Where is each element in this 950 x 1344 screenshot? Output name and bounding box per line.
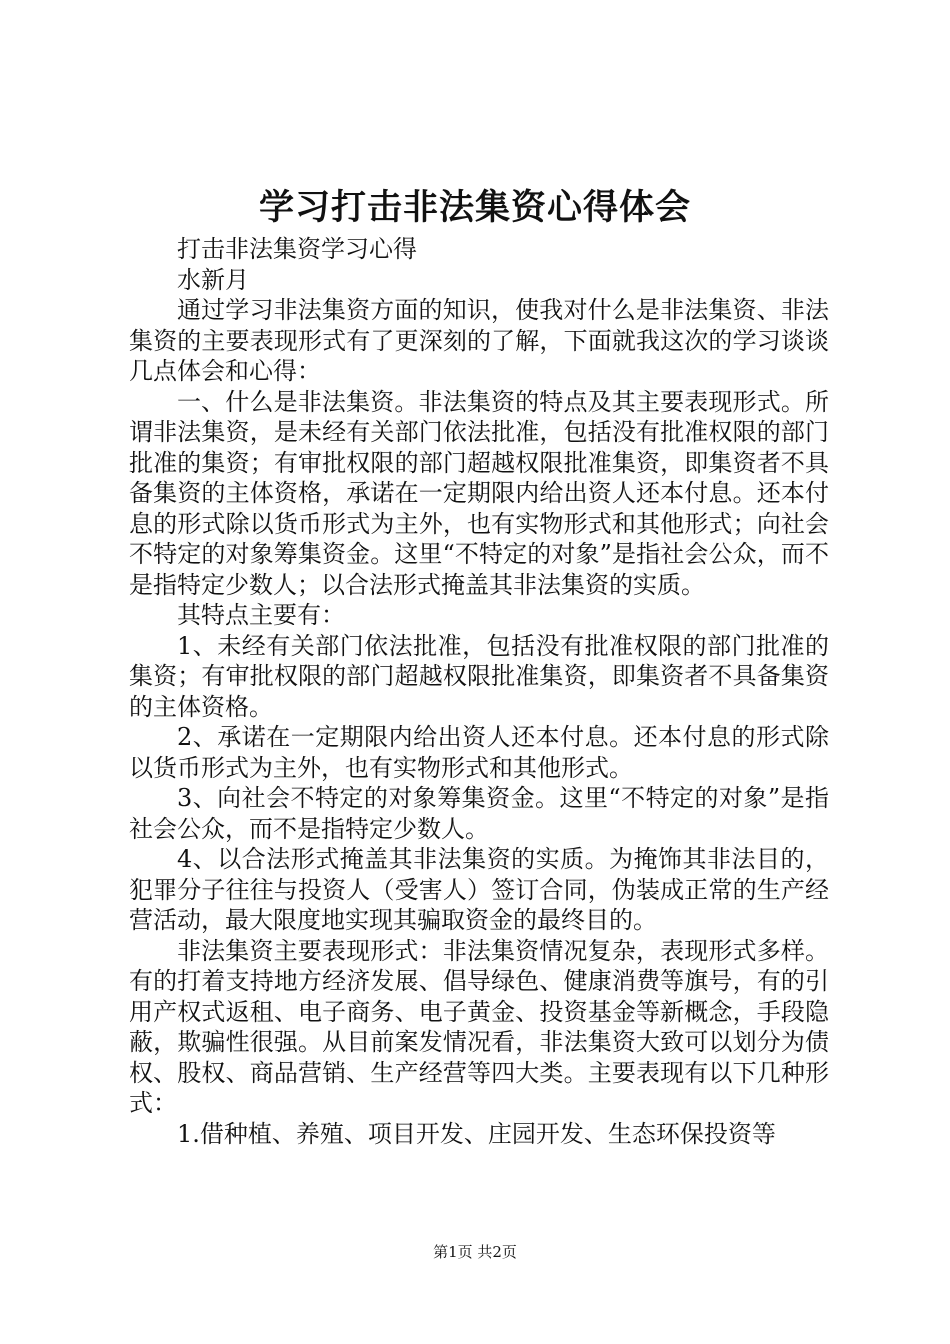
list-item-paragraph: 1、未经有关部门依法批准，包括没有批准权限的部门批准的集资；有审批权限的部门超越权限批准集资，即集资者不具备集资的主体资格。: [129, 631, 829, 721]
document-body: [129, 234, 829, 1149]
list-item-paragraph: 1.借种植、养殖、项目开发、庄园开发、生态环保投资等: [177, 1119, 776, 1148]
list-item-paragraph: 2、承诺在一定期限内给出资人还本付息。还本付息的形式除以货币形式为主外，也有实物形式和其他形式。: [129, 723, 829, 782]
body-paragraph: 一、什么是非法集资。非法集资的特点及其主要表现形式。所谓非法集资，是未经有关部门依法批准，包括没有批准权限的部门批准的集资；有审批权限的部门超越权限批准集资，即集资者不具备集资的主体资格，承诺在一定期限内给出资人还本付息。还本付息的形式除以货币形式为主外，也有实物形式和其他形式；向社会不特定的对象筹集资金。这里“不特定的对象”是指社会公众，而不是指特定少数人；以合法形式掩盖其非法集资的实质。: [129, 387, 829, 599]
subtitle-paragraph: 打击非法集资学习心得: [177, 235, 417, 263]
page-number-footer: 第1页 共2页: [433, 1243, 517, 1261]
list-item-paragraph: 3、向社会不特定的对象筹集资金。这里“不特定的对象”是指社会公众，而不是指特定少数人。: [129, 784, 829, 843]
body-paragraph: 其特点主要有：: [177, 601, 345, 629]
body-paragraph: 非法集资主要表现形式：非法集资情况复杂，表现形式多样。有的打着支持地方经济发展、倡导绿色、健康消费等旗号，有的引用产权式返租、电子商务、电子黄金、投资基金等新概念，手段隐蔽，欺骗性很强。从目前案发情况看，非法集资大致可以划分为债权、股权、商品营销、生产经营等四大类。主要表现有以下几种形式：: [129, 936, 829, 1117]
body-paragraph: 通过学习非法集资方面的知识，使我对什么是非法集资、非法集资的主要表现形式有了更深刻的了解，下面就我这次的学习谈谈几点体会和心得：: [129, 296, 829, 385]
author-paragraph: 水新月: [177, 265, 249, 294]
document-title: 学习打击非法集资心得体会: [258, 187, 691, 228]
list-item-paragraph: 4、以合法形式掩盖其非法集资的实质。为掩饰其非法目的，犯罪分子往往与投资人（受害人）签订合同，伪装成正常的生产经营活动，最大限度地实现其骗取资金的最终目的。: [129, 845, 829, 934]
